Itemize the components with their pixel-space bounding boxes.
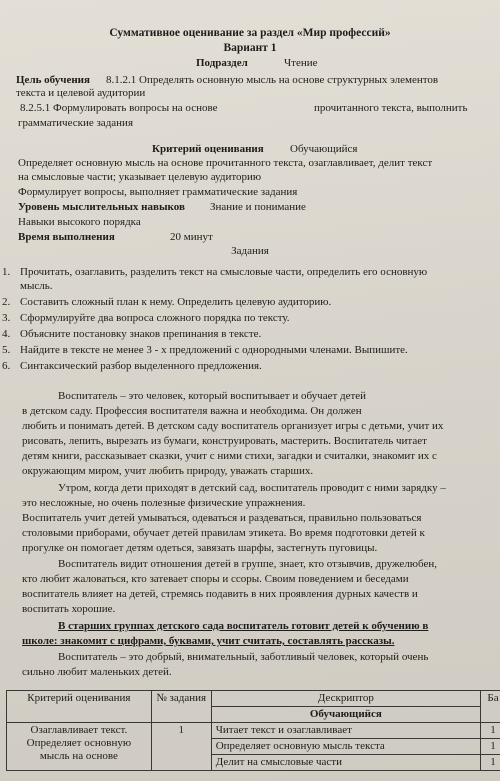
text-line: в детском саду. Профессия воспитателя важна и необходима. Он должен [22, 405, 362, 417]
cell-score: 1 [481, 723, 500, 739]
text-line: сильно любит маленьких детей. [22, 666, 172, 678]
document-title: Суммативное оценивание за раздел «Мир профессий» [109, 27, 391, 39]
text-line: любить и понимать детей. В детском саду воспитатель организует игры с детьми, учит их [22, 420, 444, 432]
task-text: Найдите в тексте не менее 3 - х предложений с однородными членами. Выпишите. [20, 344, 408, 356]
header-score: Ба [481, 691, 500, 723]
text-line: это несложные, но очень полезные физические упражнения. [22, 497, 306, 509]
task-number: 4. [2, 328, 11, 340]
task-text: Объясните постановку знаков препинания в тексте. [20, 328, 262, 340]
variant-label: Вариант 1 [223, 42, 277, 54]
skills-extra: Навыки высокого порядка [18, 216, 141, 228]
skills-value: Знание и понимание [210, 201, 306, 213]
task-number: 3. [2, 312, 11, 324]
highlighted-sentence-line-b: школе: знакомит с цифрами, буквами, учит считать, составлять рассказы. [22, 635, 395, 647]
cell-descriptor: Определяет основную мысль текста [211, 739, 480, 755]
text-line: Воспитатель видит отношения детей в группе, знает, кто отзывчив, дружелюбен, [58, 558, 437, 570]
text-line: Воспитатель учит детей умываться, одеваться и раздеваться, правильно пользоваться [22, 512, 422, 524]
text-line: рисовать, лепить, вырезать из бумаги, конструировать, мастерить. Воспитатель читает [22, 435, 427, 447]
header-student: Обучающийся [211, 707, 480, 723]
task-text: Сформулируйте два вопроса сложного порядка по тексту. [20, 312, 290, 324]
goal-label: Цель обучения [16, 74, 90, 86]
cell-criterion: Озаглавливает текст. Определяет основную мысль на основе [7, 723, 152, 771]
text-line: прогулке он помогает детям одеться, завязать шарфы, застегнуть пуговицы. [22, 542, 378, 554]
task-number: 1. [2, 266, 11, 278]
cell-descriptor: Читает текст и озаглавливает [211, 723, 480, 739]
subsection-label: Подраздел [196, 57, 248, 69]
table-header-row [7, 691, 500, 707]
task-number: 6. [2, 360, 11, 372]
criterion-1-line-a: Определяет основную мысль на основе прочитанного текста, озаглавливает, делит текст [18, 157, 433, 169]
cell-descriptor: Делит на смысловые части [211, 755, 480, 771]
text-line: окружающим миром, учит любить природу, уважать старших. [22, 465, 314, 477]
header-descriptor: Дескриптор [211, 691, 480, 707]
cell-task-number: 1 [151, 723, 211, 771]
criterion-1-line-b: на смысловые части; указывает целевую аудиторию [18, 171, 262, 183]
criterion-2: Формулирует вопросы, выполняет грамматические задания [18, 186, 298, 198]
time-label: Время выполнения [18, 231, 115, 243]
text-line: Воспитатель – это человек, который воспитывает и обучает детей [58, 390, 367, 402]
task-text: Прочитать, озаглавить, разделить текст на смысловые части, определить его основную [20, 266, 428, 278]
task-text: Составить сложный план к нему. Определить целевую аудиторию. [20, 296, 332, 308]
task-number: 5. [2, 344, 11, 356]
text-line: Воспитатель – это добрый, внимательный, заботливый человек, который очень [58, 651, 429, 663]
cell-score: 1 [481, 755, 500, 771]
goal-1-line-b: текста и целевой аудитории [16, 87, 146, 99]
text-line: кто любит жаловаться, кто затевает споры и ссоры. Своим поведением и беседами [22, 573, 409, 585]
task-number: 2. [2, 296, 11, 308]
goal-2-line-a: 8.2.5.1 Формулировать вопросы на основе [20, 102, 218, 114]
tasks-heading: Задания [231, 245, 269, 257]
text-line: воспитать хорошие. [22, 603, 116, 615]
skills-label: Уровень мыслительных навыков [18, 201, 185, 213]
task-text: мысль. [20, 280, 53, 292]
criteria-label: Критерий оценивания [152, 143, 264, 155]
goal-2-line-b: прочитанного текста, выполнить [314, 102, 468, 114]
text-line: детям книги, рассказывает сказки, учит с ними стихи, загадки и считалки, знакомит их с [22, 450, 437, 462]
criteria-value: Обучающийся [290, 143, 358, 155]
header-criterion: Критерий оценивания [7, 691, 152, 723]
assessment-table [6, 690, 500, 771]
goal-1-line-a: 8.1.2.1 Определять основную мысль на основе структурных элементов [106, 74, 439, 86]
text-line: воспитатель влияет на детей, стремясь подавить в них проявления дурных качеств и [22, 588, 418, 600]
highlighted-sentence-line-a: В старших группах детского сада воспитатель готовит детей к обучению в [58, 620, 429, 632]
text-line: Утром, когда дети приходят в детский сад, воспитатель проводит с ними зарядку – [58, 482, 446, 494]
table-row [7, 723, 500, 739]
goal-2-line-c: грамматические задания [18, 117, 134, 129]
subsection-value: Чтение [284, 57, 318, 69]
cell-score: 1 [481, 739, 500, 755]
header-task-number: № задания [151, 691, 211, 723]
time-value: 20 минут [170, 231, 213, 243]
task-text: Синтаксический разбор выделенного предложения. [20, 360, 262, 372]
text-line: столовыми приборами, обучает детей правилам этикета. Во время подготовки детей к [22, 527, 425, 539]
